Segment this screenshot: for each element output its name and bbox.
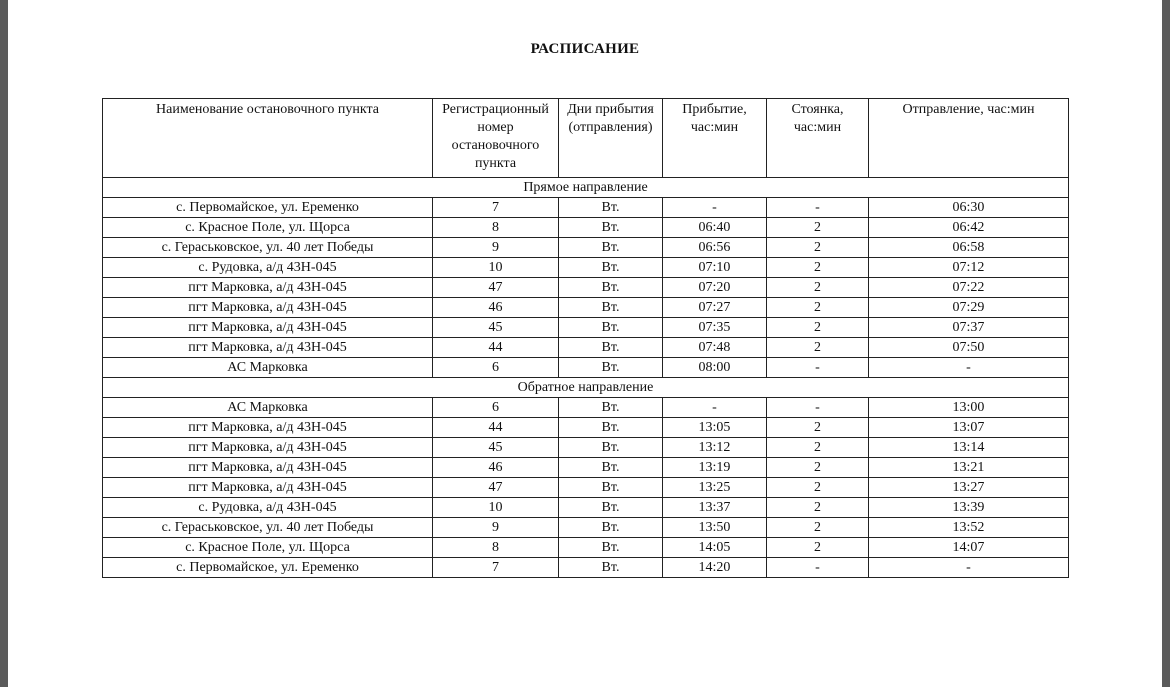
table-row [103,218,1069,238]
header-stop-name: Наименование остановочного пункта [103,99,433,178]
stop-name-cell: пгт Марковка, а/д 43Н-045 [103,478,433,498]
departure-cell: 13:27 [869,478,1069,498]
days-cell: Вт. [559,498,663,518]
table-row [103,538,1069,558]
stay-cell: 2 [767,238,869,258]
departure-cell: 13:00 [869,398,1069,418]
departure-cell: 07:22 [869,278,1069,298]
stay-cell: 2 [767,438,869,458]
table-row [103,478,1069,498]
stay-cell: 2 [767,218,869,238]
days-cell: Вт. [559,218,663,238]
departure-cell: 06:58 [869,238,1069,258]
table-row [103,438,1069,458]
departure-cell: 13:39 [869,498,1069,518]
stop-name-cell: пгт Марковка, а/д 43Н-045 [103,278,433,298]
schedule-table [102,98,1069,578]
days-cell: Вт. [559,318,663,338]
table-row [103,498,1069,518]
stay-cell: 2 [767,258,869,278]
table-row [103,458,1069,478]
section-label: Обратное направление [103,378,1069,398]
table-row [103,398,1069,418]
departure-cell: 13:14 [869,438,1069,458]
page-title: РАСПИСАНИЕ [530,41,640,57]
days-cell: Вт. [559,278,663,298]
table-row [103,558,1069,578]
reg-number-cell: 6 [433,398,559,418]
reg-number-cell: 46 [433,458,559,478]
arrival-cell: - [663,198,767,218]
table-row [103,238,1069,258]
stay-cell: 2 [767,278,869,298]
arrival-cell: 06:40 [663,218,767,238]
arrival-cell: 13:05 [663,418,767,438]
reg-number-cell: 9 [433,518,559,538]
reg-number-cell: 7 [433,558,559,578]
table-row [103,258,1069,278]
days-cell: Вт. [559,458,663,478]
days-cell: Вт. [559,518,663,538]
arrival-cell: 13:25 [663,478,767,498]
stop-name-cell: пгт Марковка, а/д 43Н-045 [103,438,433,458]
table-row [103,298,1069,318]
header-stay: Стоянка, час:мин [767,99,869,178]
stay-cell: - [767,398,869,418]
stop-name-cell: АС Марковка [103,398,433,418]
table-row [103,358,1069,378]
reg-number-cell: 8 [433,218,559,238]
stop-name-cell: с. Первомайское, ул. Еременко [103,198,433,218]
stay-cell: 2 [767,518,869,538]
arrival-cell: 06:56 [663,238,767,258]
days-cell: Вт. [559,358,663,378]
header-reg-number: Регистрационный номер остановочного пункта [433,99,559,178]
stop-name-cell: пгт Марковка, а/д 43Н-045 [103,318,433,338]
departure-cell: 07:50 [869,338,1069,358]
reg-number-cell: 7 [433,198,559,218]
stop-name-cell: с. Красное Поле, ул. Щорса [103,218,433,238]
stay-cell: 2 [767,338,869,358]
stop-name-cell: с. Гераськовское, ул. 40 лет Победы [103,238,433,258]
days-cell: Вт. [559,398,663,418]
stop-name-cell: пгт Марковка, а/д 43Н-045 [103,298,433,318]
stay-cell: 2 [767,538,869,558]
table-row [103,318,1069,338]
stop-name-cell: с. Рудовка, а/д 43Н-045 [103,258,433,278]
header-arrival: Прибытие, час:мин [663,99,767,178]
departure-cell: 13:52 [869,518,1069,538]
departure-cell: 06:42 [869,218,1069,238]
stay-cell: - [767,558,869,578]
stay-cell: 2 [767,298,869,318]
reg-number-cell: 45 [433,438,559,458]
stop-name-cell: пгт Марковка, а/д 43Н-045 [103,458,433,478]
reg-number-cell: 8 [433,538,559,558]
days-cell: Вт. [559,338,663,358]
header-row [103,99,1069,178]
arrival-cell: 13:12 [663,438,767,458]
departure-cell: 07:37 [869,318,1069,338]
reg-number-cell: 10 [433,498,559,518]
days-cell: Вт. [559,538,663,558]
stay-cell: 2 [767,498,869,518]
days-cell: Вт. [559,238,663,258]
reg-number-cell: 47 [433,478,559,498]
stay-cell: 2 [767,418,869,438]
departure-cell: - [869,558,1069,578]
arrival-cell: 07:35 [663,318,767,338]
stop-name-cell: с. Красное Поле, ул. Щорса [103,538,433,558]
reg-number-cell: 46 [433,298,559,318]
arrival-cell: 08:00 [663,358,767,378]
reg-number-cell: 6 [433,358,559,378]
reg-number-cell: 47 [433,278,559,298]
departure-cell: 07:29 [869,298,1069,318]
days-cell: Вт. [559,438,663,458]
days-cell: Вт. [559,478,663,498]
departure-cell: 14:07 [869,538,1069,558]
stay-cell: - [767,358,869,378]
reg-number-cell: 44 [433,418,559,438]
days-cell: Вт. [559,258,663,278]
departure-cell: 13:07 [869,418,1069,438]
section-row [103,378,1069,398]
stop-name-cell: с. Гераськовское, ул. 40 лет Победы [103,518,433,538]
arrival-cell: 13:19 [663,458,767,478]
days-cell: Вт. [559,198,663,218]
departure-cell: 07:12 [869,258,1069,278]
section-row [103,178,1069,198]
reg-number-cell: 10 [433,258,559,278]
header-days: Дни прибытия (отправления) [559,99,663,178]
section-label: Прямое направление [103,178,1069,198]
reg-number-cell: 9 [433,238,559,258]
days-cell: Вт. [559,558,663,578]
stop-name-cell: с. Рудовка, а/д 43Н-045 [103,498,433,518]
stay-cell: 2 [767,458,869,478]
arrival-cell: 07:27 [663,298,767,318]
stay-cell: 2 [767,318,869,338]
arrival-cell: 14:20 [663,558,767,578]
document-page [8,0,1162,687]
reg-number-cell: 44 [433,338,559,358]
stay-cell: 2 [767,478,869,498]
arrival-cell: 13:50 [663,518,767,538]
arrival-cell: 07:10 [663,258,767,278]
stop-name-cell: АС Марковка [103,358,433,378]
table-row [103,338,1069,358]
table-row [103,418,1069,438]
stop-name-cell: пгт Марковка, а/д 43Н-045 [103,338,433,358]
days-cell: Вт. [559,298,663,318]
departure-cell: 06:30 [869,198,1069,218]
arrival-cell: 13:37 [663,498,767,518]
table-row [103,518,1069,538]
stop-name-cell: пгт Марковка, а/д 43Н-045 [103,418,433,438]
arrival-cell: 07:48 [663,338,767,358]
arrival-cell: - [663,398,767,418]
arrival-cell: 07:20 [663,278,767,298]
departure-cell: - [869,358,1069,378]
days-cell: Вт. [559,418,663,438]
departure-cell: 13:21 [869,458,1069,478]
table-row [103,198,1069,218]
table-header [103,99,1069,178]
table-row [103,278,1069,298]
header-departure: Отправление, час:мин [869,99,1069,178]
reg-number-cell: 45 [433,318,559,338]
stay-cell: - [767,198,869,218]
table-body [103,178,1069,578]
arrival-cell: 14:05 [663,538,767,558]
stop-name-cell: с. Первомайское, ул. Еременко [103,558,433,578]
